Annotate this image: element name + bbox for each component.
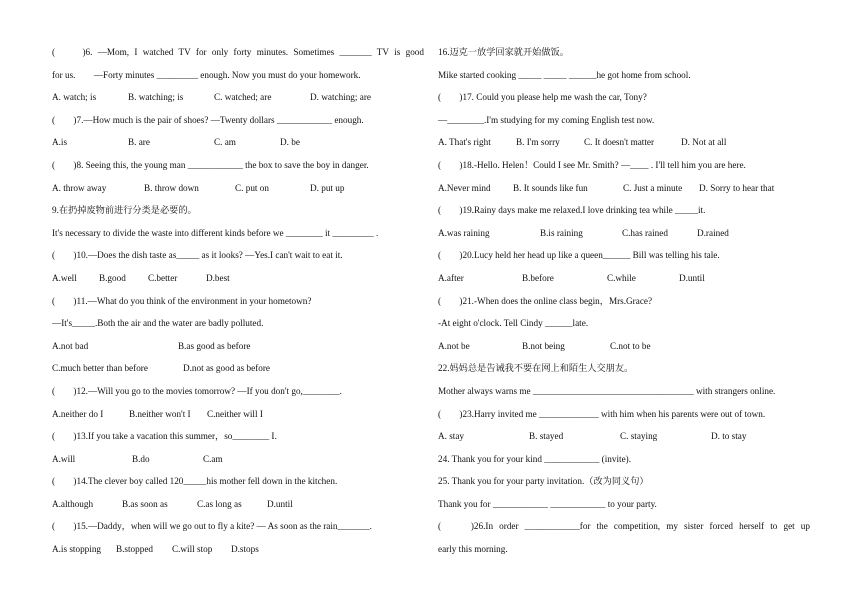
answer-option: A.well xyxy=(52,272,77,283)
answer-option: C.better xyxy=(148,272,178,283)
answer-option: B.is raining xyxy=(540,227,583,238)
question-text-line: 25. Thank you for your party invitation.（改为同义句） xyxy=(438,476,649,487)
answer-option: D.best xyxy=(206,272,230,283)
answer-option: A.Never mind xyxy=(438,182,491,193)
answer-option: C.has rained xyxy=(622,227,668,238)
answer-option: B.before xyxy=(522,272,554,283)
answer-option: A. That's right xyxy=(438,137,491,148)
answer-option: D. put up xyxy=(310,182,345,193)
question-text-line: Mike started cooking _____ _____ ______he got home from school. xyxy=(438,69,691,80)
answer-option: D.not as good as before xyxy=(183,363,271,374)
answer-option: A.was raining xyxy=(438,227,490,238)
answer-option: D. Not at all xyxy=(681,137,727,148)
answer-option: B.good xyxy=(99,272,126,283)
question-text-line: -At eight o'clock. Tell Cindy ______late. xyxy=(438,318,589,329)
question-text-line: —It's_____.Both the air and the water are badly polluted. xyxy=(52,318,264,329)
answer-options-row xyxy=(438,335,810,358)
answer-options-row xyxy=(52,86,424,109)
question-text-line: ( )13.If you take a vacation this summer，so________ I. xyxy=(52,431,277,442)
question-text-line: ( )11.—What do you think of the environment in your hometown? xyxy=(52,295,312,306)
right-column xyxy=(438,41,810,561)
answer-option: B. throw down xyxy=(144,182,199,193)
question-text-line: for us. —Forty minutes _________ enough. Now you must do your homework. xyxy=(52,69,361,80)
question-text-line: It's necessary to divide the waste into different kinds before we ________ it _________ . xyxy=(52,227,379,238)
answer-option: A. throw away xyxy=(52,182,107,193)
answer-option: D. Sorry to hear that xyxy=(699,182,775,193)
question-text-line: ( )6. —Mom, I watched TV for only forty minutes. Sometimes _______ TV is good xyxy=(52,47,424,57)
answer-option: D.until xyxy=(267,498,293,509)
answer-option: D.stops xyxy=(231,544,259,555)
question-text-line: ( )14.The clever boy called 120_____his mother fell down in the kitchen. xyxy=(52,476,338,487)
question-text-line: ( )7.—How much is the pair of shoes? —Twenty dollars ____________ enough. xyxy=(52,114,364,125)
answer-option: A.is xyxy=(52,137,68,148)
answer-option: B. are xyxy=(128,137,150,148)
answer-option: A.is stopping xyxy=(52,544,102,555)
left-column xyxy=(52,41,424,561)
answer-option: A.neither do I xyxy=(52,408,104,419)
question-text-line: ( )12.—Will you go to the movies tomorrow? —If you don't go,________. xyxy=(52,385,342,396)
answer-option: B. I'm sorry xyxy=(516,137,560,148)
answer-options-row xyxy=(52,177,424,200)
answer-option: C. watched; are xyxy=(214,92,272,103)
answer-options-row xyxy=(438,425,810,448)
answer-option: C.am xyxy=(203,453,223,464)
question-text-line: ( )21.-When does the online class begin，Mrs.Grace? xyxy=(438,295,653,306)
answer-option: D. to stay xyxy=(711,431,747,442)
answer-options-row xyxy=(52,538,424,561)
question-text-line: ( )18.-Hello. Helen！Could I see Mr. Smith? —____ . I'll tell him you are here. xyxy=(438,159,746,170)
answer-option: B.neither won't I xyxy=(129,408,191,419)
answer-option: A.not be xyxy=(438,340,470,351)
answer-option: C. staying xyxy=(620,431,658,442)
question-text-line: ( )17. Could you please help me wash the car, Tony? xyxy=(438,92,647,103)
answer-options-row xyxy=(52,335,424,358)
question-text-line: ( )26.In order ____________for the competition, my sister forced herself to get up xyxy=(438,521,810,532)
answer-option: D. watching; are xyxy=(310,92,371,103)
answer-option: C. am xyxy=(214,137,236,148)
answer-option: C. It doesn't matter xyxy=(584,137,655,148)
answer-option: B. watching; is xyxy=(128,92,184,103)
question-text-line: ( )8. Seeing this, the young man ____________ the box to save the boy in danger. xyxy=(52,159,369,170)
question-text-line: Thank you for ____________ ____________ to your party. xyxy=(438,498,657,509)
answer-options-row xyxy=(52,267,424,290)
question-text-line: ( )23.Harry invited me _____________ with him when his parents were out of town. xyxy=(438,408,766,419)
answer-option: D.until xyxy=(679,272,705,283)
answer-option: C.will stop xyxy=(172,544,213,555)
answer-option: B. It sounds like fun xyxy=(513,182,588,193)
answer-option: C.not to be xyxy=(610,340,651,351)
answer-option: C.much better than before xyxy=(52,363,148,374)
answer-option: A.although xyxy=(52,498,94,509)
answer-option: C. put on xyxy=(235,182,269,193)
answer-option: D.rained xyxy=(697,227,729,238)
answer-option: B.as good as before xyxy=(178,340,251,351)
answer-option: C.as long as xyxy=(197,498,242,509)
answer-option: A.will xyxy=(52,453,76,464)
answer-options-row xyxy=(52,131,424,154)
answer-option: C.neither will I xyxy=(207,408,263,419)
answer-options-row xyxy=(52,493,424,516)
question-text-line: 24. Thank you for your kind ____________ (invite). xyxy=(438,453,632,464)
answer-options-row xyxy=(52,357,424,380)
answer-option: C. Just a minute xyxy=(623,182,683,193)
answer-option: A. stay xyxy=(438,431,465,442)
answer-options-row xyxy=(438,267,810,290)
answer-options-row xyxy=(438,177,810,200)
answer-option: B.do xyxy=(132,453,150,464)
answer-option: B.not being xyxy=(522,340,565,351)
answer-options-row xyxy=(438,222,810,245)
answer-option: A.after xyxy=(438,272,464,283)
question-text-line: 9.在扔掉废物前进行分类是必要的。 xyxy=(52,205,197,216)
answer-options-row xyxy=(52,448,424,471)
question-text-line: ( )15.—Daddy，when will we go out to fly a kite? — As soon as the rain_______. xyxy=(52,521,372,532)
answer-option: B.stopped xyxy=(116,544,154,555)
question-text-line: 22.妈妈总是告诫我不要在网上和陌生人交朋友。 xyxy=(438,363,634,374)
question-text-line: early this morning. xyxy=(438,544,508,555)
answer-option: C.while xyxy=(607,272,636,283)
answer-option: A. watch; is xyxy=(52,92,97,103)
answer-options-row xyxy=(52,403,424,426)
question-text-line: Mother always warns me ___________________________________ with strangers online. xyxy=(438,385,776,396)
answer-option: D. be xyxy=(280,137,300,148)
question-text-line: ( )19.Rainy days make me relaxed.I love drinking tea while _____it. xyxy=(438,205,706,216)
question-text-line: ( )20.Lucy held her head up like a queen______ Bill was telling his tale. xyxy=(438,250,720,261)
question-text-line: ( )10.—Does the dish taste as_____ as it looks? —Yes.I can't wait to eat it. xyxy=(52,250,343,261)
question-text-line: 16.迈克一放学回家就开始做饭。 xyxy=(438,47,569,57)
question-text-line: —________.I'm studying for my coming English test now. xyxy=(438,114,655,125)
answer-options-row xyxy=(438,131,810,154)
answer-option: B.as soon as xyxy=(122,498,168,509)
answer-option: B. stayed xyxy=(529,431,564,442)
answer-option: A.not bad xyxy=(52,340,89,351)
